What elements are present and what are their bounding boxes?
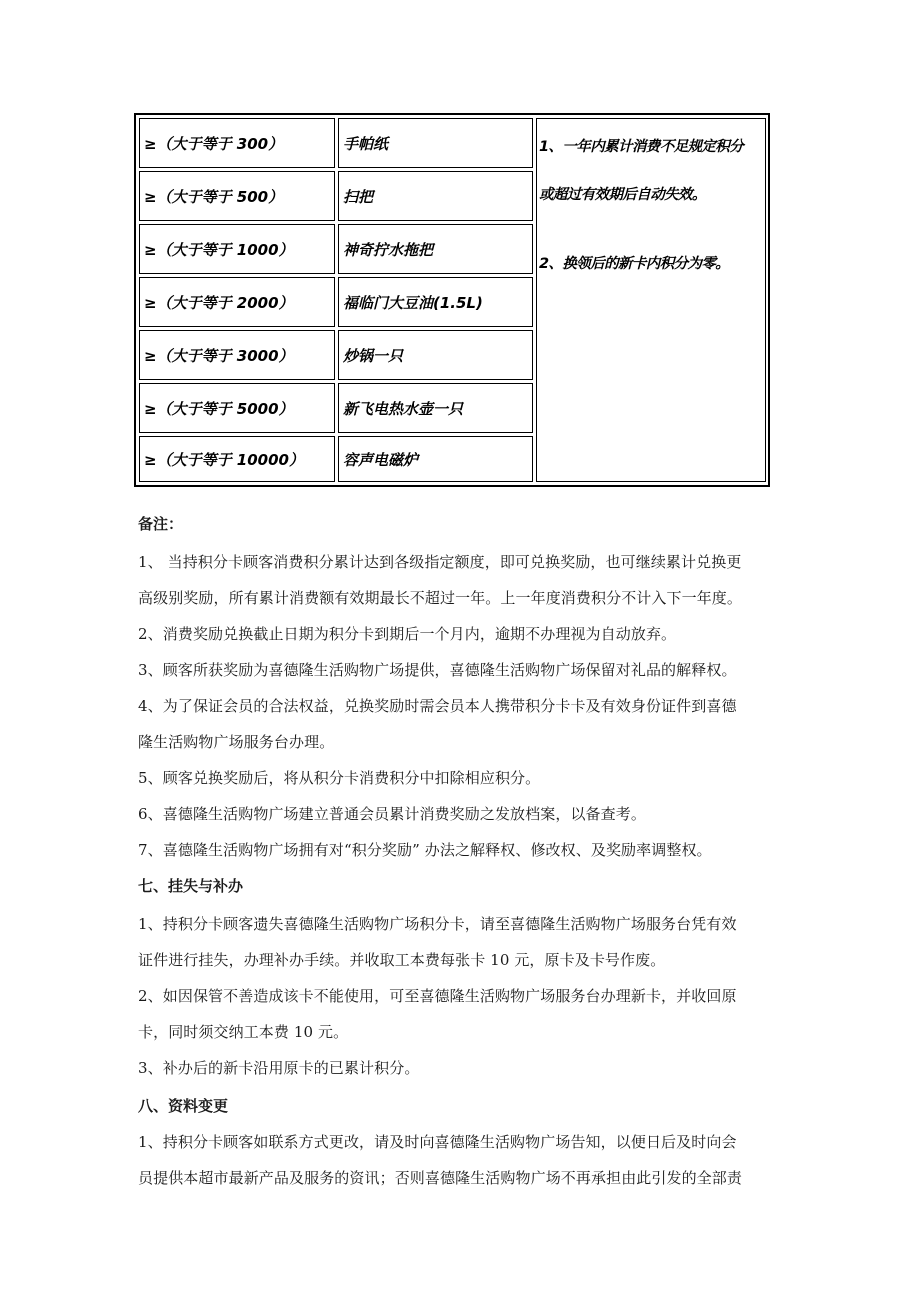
- remark-line: 高级别奖励，所有累计消费额有效期最长不超过一年。上一年度消费积分不计入下一年度。: [138, 589, 743, 607]
- section7-line: 卡，同时须交纳工本费 10 元。: [138, 1023, 349, 1041]
- threshold-cell: ≥（大于等于 5000）: [139, 383, 335, 433]
- table-note-line: 1、一年内累计消费不足规定积分: [539, 139, 744, 155]
- section8-line: 1、持积分卡顾客如联系方式更改，请及时向喜德隆生活购物广场告知，以便日后及时向会: [138, 1133, 737, 1151]
- section8-line: 员提供本超市最新产品及服务的资讯；否则喜德隆生活购物广场不再承担由此引发的全部责: [138, 1169, 743, 1187]
- gift-cell: 福临门大豆油(1.5L): [338, 277, 533, 327]
- gift-cell: 新飞电热水壶一只: [338, 383, 533, 433]
- threshold-cell: ≥（大于等于 2000）: [139, 277, 335, 327]
- gift-cell: 容声电磁炉: [338, 436, 533, 482]
- remark-line: 隆生活购物广场服务台办理。: [138, 733, 335, 751]
- remark-line: 2、消费奖励兑换截止日期为积分卡到期后一个月内，逾期不办理视为自动放弃。: [138, 625, 677, 643]
- table-note-line: 2、换领后的新卡内积分为零。: [539, 256, 730, 272]
- gift-cell: 扫把: [338, 171, 533, 221]
- section7-line: 1、持积分卡顾客遗失喜德隆生活购物广场积分卡，请至喜德隆生活购物广场服务台凭有效: [138, 915, 737, 933]
- remark-line: 6、喜德隆生活购物广场建立普通会员累计消费奖励之发放档案，以备查考。: [138, 805, 646, 823]
- table-note-line: 或超过有效期后自动失效。: [539, 187, 706, 203]
- reward-table: [134, 113, 770, 487]
- gift-cell: 炒锅一只: [338, 330, 533, 380]
- gift-cell: 神奇拧水拖把: [338, 224, 533, 274]
- remark-line: 1、 当持积分卡顾客消费积分累计达到各级指定额度，即可兑换奖励，也可继续累计兑换更: [138, 553, 742, 571]
- remark-line: 7、喜德隆生活购物广场拥有对“积分奖励” 办法之解释权、修改权、及奖励率调整权。: [138, 841, 712, 859]
- table-notes-cell: [536, 118, 766, 482]
- remark-line: 5、顾客兑换奖励后，将从积分卡消费积分中扣除相应积分。: [138, 769, 541, 787]
- threshold-cell: ≥（大于等于 1000）: [139, 224, 335, 274]
- gift-cell: 手帕纸: [338, 118, 533, 168]
- threshold-cell: ≥（大于等于 300）: [139, 118, 335, 168]
- threshold-cell: ≥（大于等于 500）: [139, 171, 335, 221]
- remarks-heading: 备注：: [138, 515, 184, 533]
- threshold-cell: ≥（大于等于 10000）: [139, 436, 335, 482]
- section-heading-lost-card: 七、挂失与补办: [138, 877, 244, 895]
- remark-line: 3、顾客所获奖励为喜德隆生活购物广场提供，喜德隆生活购物广场保留对礼品的解释权。: [138, 661, 737, 679]
- section7-line: 2、如因保管不善造成该卡不能使用，可至喜德隆生活购物广场服务台办理新卡，并收回原: [138, 987, 737, 1005]
- section7-line: 证件进行挂失，办理补办手续。并收取工本费每张卡 10 元，原卡及卡号作废。: [138, 951, 666, 969]
- section-heading-info-change: 八、资料变更: [138, 1097, 229, 1115]
- section7-line: 3、补办后的新卡沿用原卡的已累计积分。: [138, 1059, 420, 1077]
- threshold-cell: ≥（大于等于 3000）: [139, 330, 335, 380]
- remark-line: 4、为了保证会员的合法权益，兑换奖励时需会员本人携带积分卡卡及有效身份证件到喜德: [138, 697, 737, 715]
